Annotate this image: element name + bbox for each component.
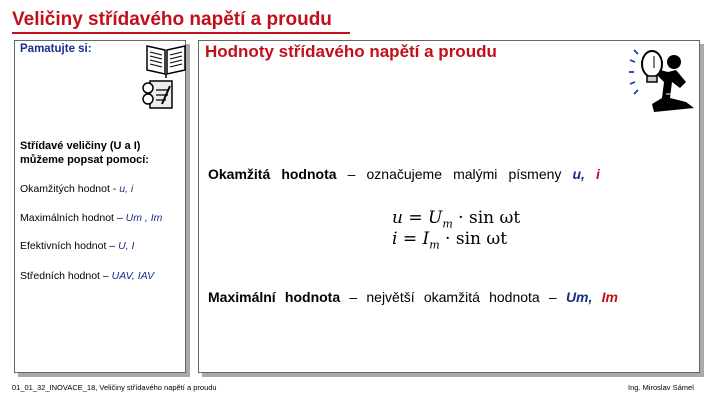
maximum-word-1: Maximální — [208, 289, 276, 305]
formula-sine-term: · sin ωt — [452, 208, 521, 228]
list-item-label: Maximálních hodnot – — [20, 212, 126, 224]
maximum-var-um: Um, — [565, 289, 593, 305]
list-item-vars: UAV, IAV — [111, 270, 155, 282]
formula-sine-term: · sin ωt — [439, 229, 508, 249]
intro-line-2: můžeme popsat pomocí: — [20, 154, 149, 166]
list-item — [20, 212, 162, 224]
instantaneous-text: malými — [453, 166, 498, 182]
maximum-word-2: hodnota — [284, 289, 341, 305]
maximum-text: hodnota — [489, 289, 540, 305]
footer-course-code: 01_01_32_INOVACE_18, Veličiny střídavého napětí a proudu — [12, 383, 217, 392]
list-item-label: Okamžitých hodnot - — [20, 183, 120, 195]
maximum-text: – — [349, 289, 358, 305]
list-item — [20, 183, 133, 195]
instantaneous-var-u: u, — [572, 166, 585, 182]
notepad-icon — [140, 78, 176, 110]
list-item-vars: U, I — [118, 240, 135, 252]
footer-author: Ing. Miroslav Sámel — [628, 383, 694, 392]
voltage-formula: $u = U_m \cdot \sin \omega t$ — [392, 208, 521, 231]
title-underline — [12, 32, 350, 34]
list-item-label: Středních hodnot – — [20, 270, 112, 282]
maximum-text: okamžitá — [423, 289, 480, 305]
book-icon — [145, 40, 187, 80]
list-item-label: Efektivních hodnot – — [20, 240, 119, 252]
maximum-text: největší — [366, 289, 415, 305]
instantaneous-text: označujeme — [366, 166, 442, 182]
instantaneous-word-1: Okamžitá — [208, 166, 271, 182]
remember-label: Pamatujte si: — [20, 43, 92, 55]
instantaneous-var-i: i — [596, 166, 600, 182]
formula-amplitude: U — [428, 208, 443, 228]
instantaneous-value-line — [208, 166, 600, 182]
maximum-text: – — [548, 289, 557, 305]
list-item-vars: Um , Im — [125, 212, 163, 224]
formula-subscript: m — [442, 217, 453, 231]
maximum-value-line — [208, 289, 618, 305]
current-formula: $i = I_m \cdot \sin \omega t$ — [392, 229, 508, 252]
list-item — [20, 270, 154, 282]
right-panel-title: Hodnoty střídavého napětí a proudu — [205, 42, 497, 61]
intro-line-1: Střídavé veličiny (U a I) — [20, 140, 141, 152]
formula-lhs: i — [392, 229, 398, 249]
formula-lhs: u — [392, 208, 403, 228]
maximum-var-im: Im — [601, 289, 618, 305]
list-item-vars: u, i — [119, 183, 134, 195]
thinking-person-icon — [624, 42, 700, 114]
instantaneous-text: písmeny — [508, 166, 562, 182]
instantaneous-word-2: hodnota — [281, 166, 337, 182]
formula-subscript: m — [429, 238, 440, 252]
formula-amplitude: I — [422, 229, 430, 249]
list-item — [20, 240, 134, 252]
instantaneous-text: – — [347, 166, 356, 182]
slide-title: Veličiny střídavého napětí a proudu — [12, 9, 332, 30]
